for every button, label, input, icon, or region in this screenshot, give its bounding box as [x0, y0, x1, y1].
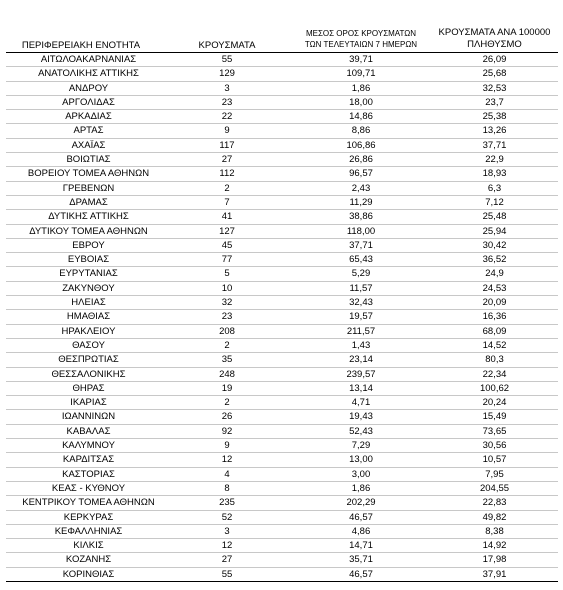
cell-region: ΚΕΝΤΡΙΚΟΥ ΤΟΜΕΑ ΑΘΗΝΩΝ	[22, 497, 155, 509]
table-row	[6, 153, 558, 167]
table-row	[6, 353, 558, 367]
cell-region: ΑΡΤΑΣ	[73, 125, 104, 137]
cell-seven-day-average: 14,71	[349, 540, 373, 552]
cell-seven-day-average: 8,86	[351, 125, 371, 137]
cell-region: ΑΧΑΪΑΣ	[71, 139, 106, 151]
table-row	[6, 453, 558, 467]
cell-cases: 41	[221, 211, 233, 223]
cell-seven-day-average: 37,71	[349, 239, 373, 251]
cell-cases-per-100000: 14,92	[482, 540, 507, 552]
cell-cases-per-100000: 22,83	[482, 497, 507, 509]
table-row	[6, 267, 558, 281]
cell-region: ΙΚΑΡΙΑΣ	[70, 397, 107, 409]
cell-cases-per-100000: 7,95	[485, 468, 504, 480]
cell-region: ΑΝΑΤΟΛΙΚΗΣ ΑΤΤΙΚΗΣ	[38, 68, 139, 80]
table-row	[6, 225, 558, 239]
cell-region: ΕΒΡΟΥ	[72, 239, 105, 251]
table-row	[6, 196, 558, 210]
cell-region: ΑΡΓΟΛΙΔΑΣ	[62, 96, 115, 108]
cell-cases: 27	[221, 554, 233, 566]
cell-seven-day-average: 39,71	[349, 54, 373, 65]
cell-cases: 27	[221, 154, 233, 166]
cell-region: ΓΡΕΒΕΝΩΝ	[62, 182, 115, 194]
table-row	[6, 410, 558, 424]
cell-cases: 77	[221, 254, 233, 266]
cell-seven-day-average: 26,86	[349, 154, 373, 166]
cell-cases-per-100000: 17,98	[482, 554, 507, 566]
table-row	[6, 539, 558, 553]
cell-seven-day-average: 11,57	[349, 282, 373, 294]
cell-region: ΚΑΡΔΙΤΣΑΣ	[62, 454, 115, 466]
cell-cases: 112	[219, 168, 235, 180]
cell-cases-per-100000: 100,62	[479, 382, 510, 394]
table-row	[6, 568, 558, 582]
table-body	[6, 53, 558, 582]
cell-region: ΘΕΣΣΑΛΟΝΙΚΗΣ	[51, 368, 126, 380]
cell-cases-per-100000: 80,3	[485, 354, 504, 366]
cell-region: ΚΑΣΤΟΡΙΑΣ	[62, 468, 115, 480]
cell-cases: 5	[224, 268, 230, 280]
cell-seven-day-average: 46,57	[349, 568, 373, 580]
cell-cases: 10	[221, 282, 233, 294]
table-row	[6, 382, 558, 396]
cell-seven-day-average: 23,14	[349, 354, 373, 366]
cell-cases: 23	[221, 96, 233, 108]
cell-cases: 9	[224, 125, 230, 137]
cell-region: ΔΥΤΙΚΗΣ ΑΤΤΙΚΗΣ	[48, 211, 129, 223]
cell-cases-per-100000: 8,38	[485, 525, 504, 537]
cell-cases: 3	[224, 82, 230, 94]
cell-seven-day-average: 202,29	[346, 497, 376, 509]
cell-region: ΗΛΕΙΑΣ	[71, 297, 106, 309]
cell-cases: 55	[221, 54, 233, 65]
cell-cases: 2	[224, 397, 230, 409]
cell-cases: 7	[224, 196, 230, 208]
cell-cases: 208	[219, 325, 235, 337]
cell-region: ΚΟΡΙΝΘΙΑΣ	[62, 568, 115, 580]
cell-cases-per-100000: 32,53	[482, 82, 507, 94]
cell-cases: 248	[219, 368, 235, 380]
cell-region: ΗΡΑΚΛΕΙΟΥ	[61, 325, 116, 337]
cell-seven-day-average: 4,86	[351, 525, 371, 537]
cell-region: ΘΗΡΑΣ	[72, 382, 105, 394]
table-row	[6, 253, 558, 267]
cell-cases: 55	[221, 568, 233, 580]
cell-cases-per-100000: 22,9	[485, 154, 504, 166]
cell-cases-per-100000: 16,36	[482, 311, 507, 323]
cell-cases: 127	[219, 225, 235, 237]
table-row	[6, 553, 558, 567]
cell-seven-day-average: 35,71	[349, 554, 373, 566]
cases-table	[6, 0, 558, 582]
cell-region: ΕΥΒΟΙΑΣ	[67, 254, 110, 266]
table-row	[6, 468, 558, 482]
cell-seven-day-average: 19,43	[349, 411, 373, 423]
cell-region: ΕΥΡΥΤΑΝΙΑΣ	[59, 268, 118, 280]
cell-cases-per-100000: 13,26	[482, 125, 507, 137]
cell-seven-day-average: 4,71	[351, 397, 371, 409]
cell-cases: 2	[224, 339, 230, 351]
header-cases-per-100000: ΚΡΟΥΣΜΑΤΑ ΑΝΑ 100000 ΠΛΗΘΥΣΜΟ	[438, 27, 551, 50]
cell-cases-per-100000: 37,91	[482, 568, 507, 580]
cell-region: ΚΕΦΑΛΛΗΝΙΑΣ	[54, 525, 123, 537]
cell-region: ΗΜΑΘΙΑΣ	[66, 311, 111, 323]
cell-seven-day-average: 1,86	[351, 82, 371, 94]
table-row	[6, 496, 558, 510]
cell-seven-day-average: 19,57	[349, 311, 373, 323]
cell-seven-day-average: 11,29	[349, 196, 373, 208]
cell-cases-per-100000: 37,71	[482, 139, 507, 151]
cell-cases: 12	[221, 454, 233, 466]
table-row	[6, 67, 558, 81]
cell-cases-per-100000: 25,68	[482, 68, 507, 80]
table-row	[6, 482, 558, 496]
cell-seven-day-average: 239,57	[346, 368, 376, 380]
cell-seven-day-average: 1,86	[351, 482, 371, 494]
cell-seven-day-average: 96,57	[349, 168, 373, 180]
cell-cases: 117	[219, 139, 235, 151]
cell-seven-day-average: 32,43	[349, 297, 373, 309]
cell-cases-per-100000: 24,53	[482, 282, 507, 294]
cell-cases-per-100000: 14,52	[482, 339, 507, 351]
cell-cases-per-100000: 25,38	[482, 111, 507, 123]
cell-seven-day-average: 211,57	[346, 325, 376, 337]
table-row	[6, 210, 558, 224]
table-row	[6, 182, 558, 196]
table-row	[6, 396, 558, 410]
cell-seven-day-average: 106,86	[346, 139, 376, 151]
cell-cases-per-100000: 26,09	[482, 54, 507, 65]
cell-cases: 32	[221, 297, 233, 309]
cell-region: ΘΑΣΟΥ	[72, 339, 105, 351]
table-row	[6, 96, 558, 110]
cell-seven-day-average: 14,86	[349, 111, 373, 123]
table-header	[6, 0, 558, 53]
cell-cases: 129	[219, 68, 235, 80]
cell-seven-day-average: 5,29	[351, 268, 371, 280]
cell-cases-per-100000: 68,09	[482, 325, 507, 337]
cell-region: ΔΡΑΜΑΣ	[69, 196, 108, 208]
cell-region: ΔΥΤΙΚΟΥ ΤΟΜΕΑ ΑΘΗΝΩΝ	[29, 225, 148, 237]
cell-region: ΒΟΙΩΤΙΑΣ	[66, 154, 111, 166]
cell-region: ΚΑΒΑΛΑΣ	[66, 425, 111, 437]
cell-region: ΑΝΔΡΟΥ	[68, 82, 109, 94]
cell-cases: 45	[221, 239, 233, 251]
cell-seven-day-average: 38,86	[349, 211, 373, 223]
table-row	[6, 296, 558, 310]
table-row	[6, 310, 558, 324]
table-row	[6, 239, 558, 253]
cell-region: ΖΑΚΥΝΘΟΥ	[62, 282, 115, 294]
table-row	[6, 325, 558, 339]
cell-cases-per-100000: 7,12	[485, 196, 504, 208]
table-row	[6, 511, 558, 525]
cell-seven-day-average: 52,43	[349, 425, 373, 437]
cell-cases: 4	[224, 468, 230, 480]
cell-cases-per-100000: 30,56	[482, 440, 507, 452]
cell-cases-per-100000: 25,48	[482, 211, 507, 223]
table-row	[6, 124, 558, 138]
header-cases: ΚΡΟΥΣΜΑΤΑ	[198, 40, 256, 51]
cell-cases-per-100000: 18,93	[482, 168, 507, 180]
cell-cases: 235	[219, 497, 235, 509]
cell-region: ΚΙΛΚΙΣ	[73, 540, 104, 552]
cell-cases-per-100000: 22,34	[482, 368, 507, 380]
table-row	[6, 368, 558, 382]
cell-cases: 35	[221, 354, 233, 366]
cell-seven-day-average: 65,43	[349, 254, 373, 266]
cell-cases: 26	[221, 411, 233, 423]
cell-seven-day-average: 118,00	[346, 225, 376, 237]
cell-region: ΚΑΛΥΜΝΟΥ	[62, 440, 115, 452]
cell-seven-day-average: 46,57	[349, 511, 373, 523]
cell-region: ΒΟΡΕΙΟΥ ΤΟΜΕΑ ΑΘΗΝΩΝ	[27, 168, 150, 180]
cell-cases-per-100000: 49,82	[482, 511, 507, 523]
cell-seven-day-average: 18,00	[349, 96, 373, 108]
cell-region: ΙΩΑΝΝΙΝΩΝ	[61, 411, 116, 423]
cell-cases: 9	[224, 440, 230, 452]
cell-cases-per-100000: 23,7	[485, 96, 504, 108]
table-row	[6, 53, 558, 67]
cell-cases: 12	[221, 540, 233, 552]
table-row	[6, 425, 558, 439]
cell-region: ΚΕΑΣ - ΚΥΘΝΟΥ	[51, 482, 126, 494]
table-row	[6, 339, 558, 353]
cell-cases: 3	[224, 525, 230, 537]
cell-cases: 92	[221, 425, 233, 437]
cell-cases: 23	[221, 311, 233, 323]
cell-cases: 2	[224, 182, 230, 194]
cell-cases-per-100000: 20,24	[482, 397, 507, 409]
cell-seven-day-average: 3,00	[351, 468, 371, 480]
cell-cases-per-100000: 36,52	[482, 254, 507, 266]
cell-seven-day-average: 7,29	[351, 440, 371, 452]
header-seven-day-average: ΜΕΣΟΣ ΟΡΟΣ ΚΡΟΥΣΜΑΤΩΝ ΤΩΝ ΤΕΛΕΥΤΑΙΩΝ 7 ΗΜΕΡΩΝ	[304, 29, 418, 49]
cell-cases: 52	[221, 511, 233, 523]
table-row	[6, 167, 558, 181]
cell-cases: 19	[221, 382, 233, 394]
cell-seven-day-average: 1,43	[351, 339, 371, 351]
cell-cases-per-100000: 25,94	[482, 225, 507, 237]
cell-seven-day-average: 13,00	[349, 454, 373, 466]
cell-cases-per-100000: 204,55	[479, 482, 510, 494]
cell-cases-per-100000: 24,9	[485, 268, 504, 280]
cell-seven-day-average: 2,43	[351, 182, 371, 194]
table-row	[6, 82, 558, 96]
table-row	[6, 525, 558, 539]
cell-region: ΘΕΣΠΡΩΤΙΑΣ	[58, 354, 119, 366]
cell-cases: 8	[224, 482, 230, 494]
cell-cases-per-100000: 10,57	[482, 454, 507, 466]
cell-region: ΚΟΖΑΝΗΣ	[65, 554, 112, 566]
cell-cases-per-100000: 30,42	[482, 239, 507, 251]
cell-seven-day-average: 13,14	[349, 382, 373, 394]
cell-cases-per-100000: 6,3	[487, 182, 502, 194]
table-row	[6, 282, 558, 296]
cell-cases-per-100000: 73,65	[482, 425, 507, 437]
header-region: ΠΕΡΙΦΕΡΕΙΑΚΗ ΕΝΟΤΗΤΑ	[21, 40, 141, 51]
table-row	[6, 139, 558, 153]
cell-region: ΑΡΚΑΔΙΑΣ	[65, 111, 112, 123]
cell-seven-day-average: 109,71	[346, 68, 376, 80]
cell-cases-per-100000: 15,49	[482, 411, 507, 423]
table-row	[6, 110, 558, 124]
cell-region: ΚΕΡΚΥΡΑΣ	[63, 511, 114, 523]
table-row	[6, 439, 558, 453]
cell-region: ΑΙΤΩΛΟΑΚΑΡΝΑΝΙΑΣ	[40, 54, 137, 65]
cell-cases-per-100000: 20,09	[482, 297, 507, 309]
cell-cases: 22	[221, 111, 233, 123]
